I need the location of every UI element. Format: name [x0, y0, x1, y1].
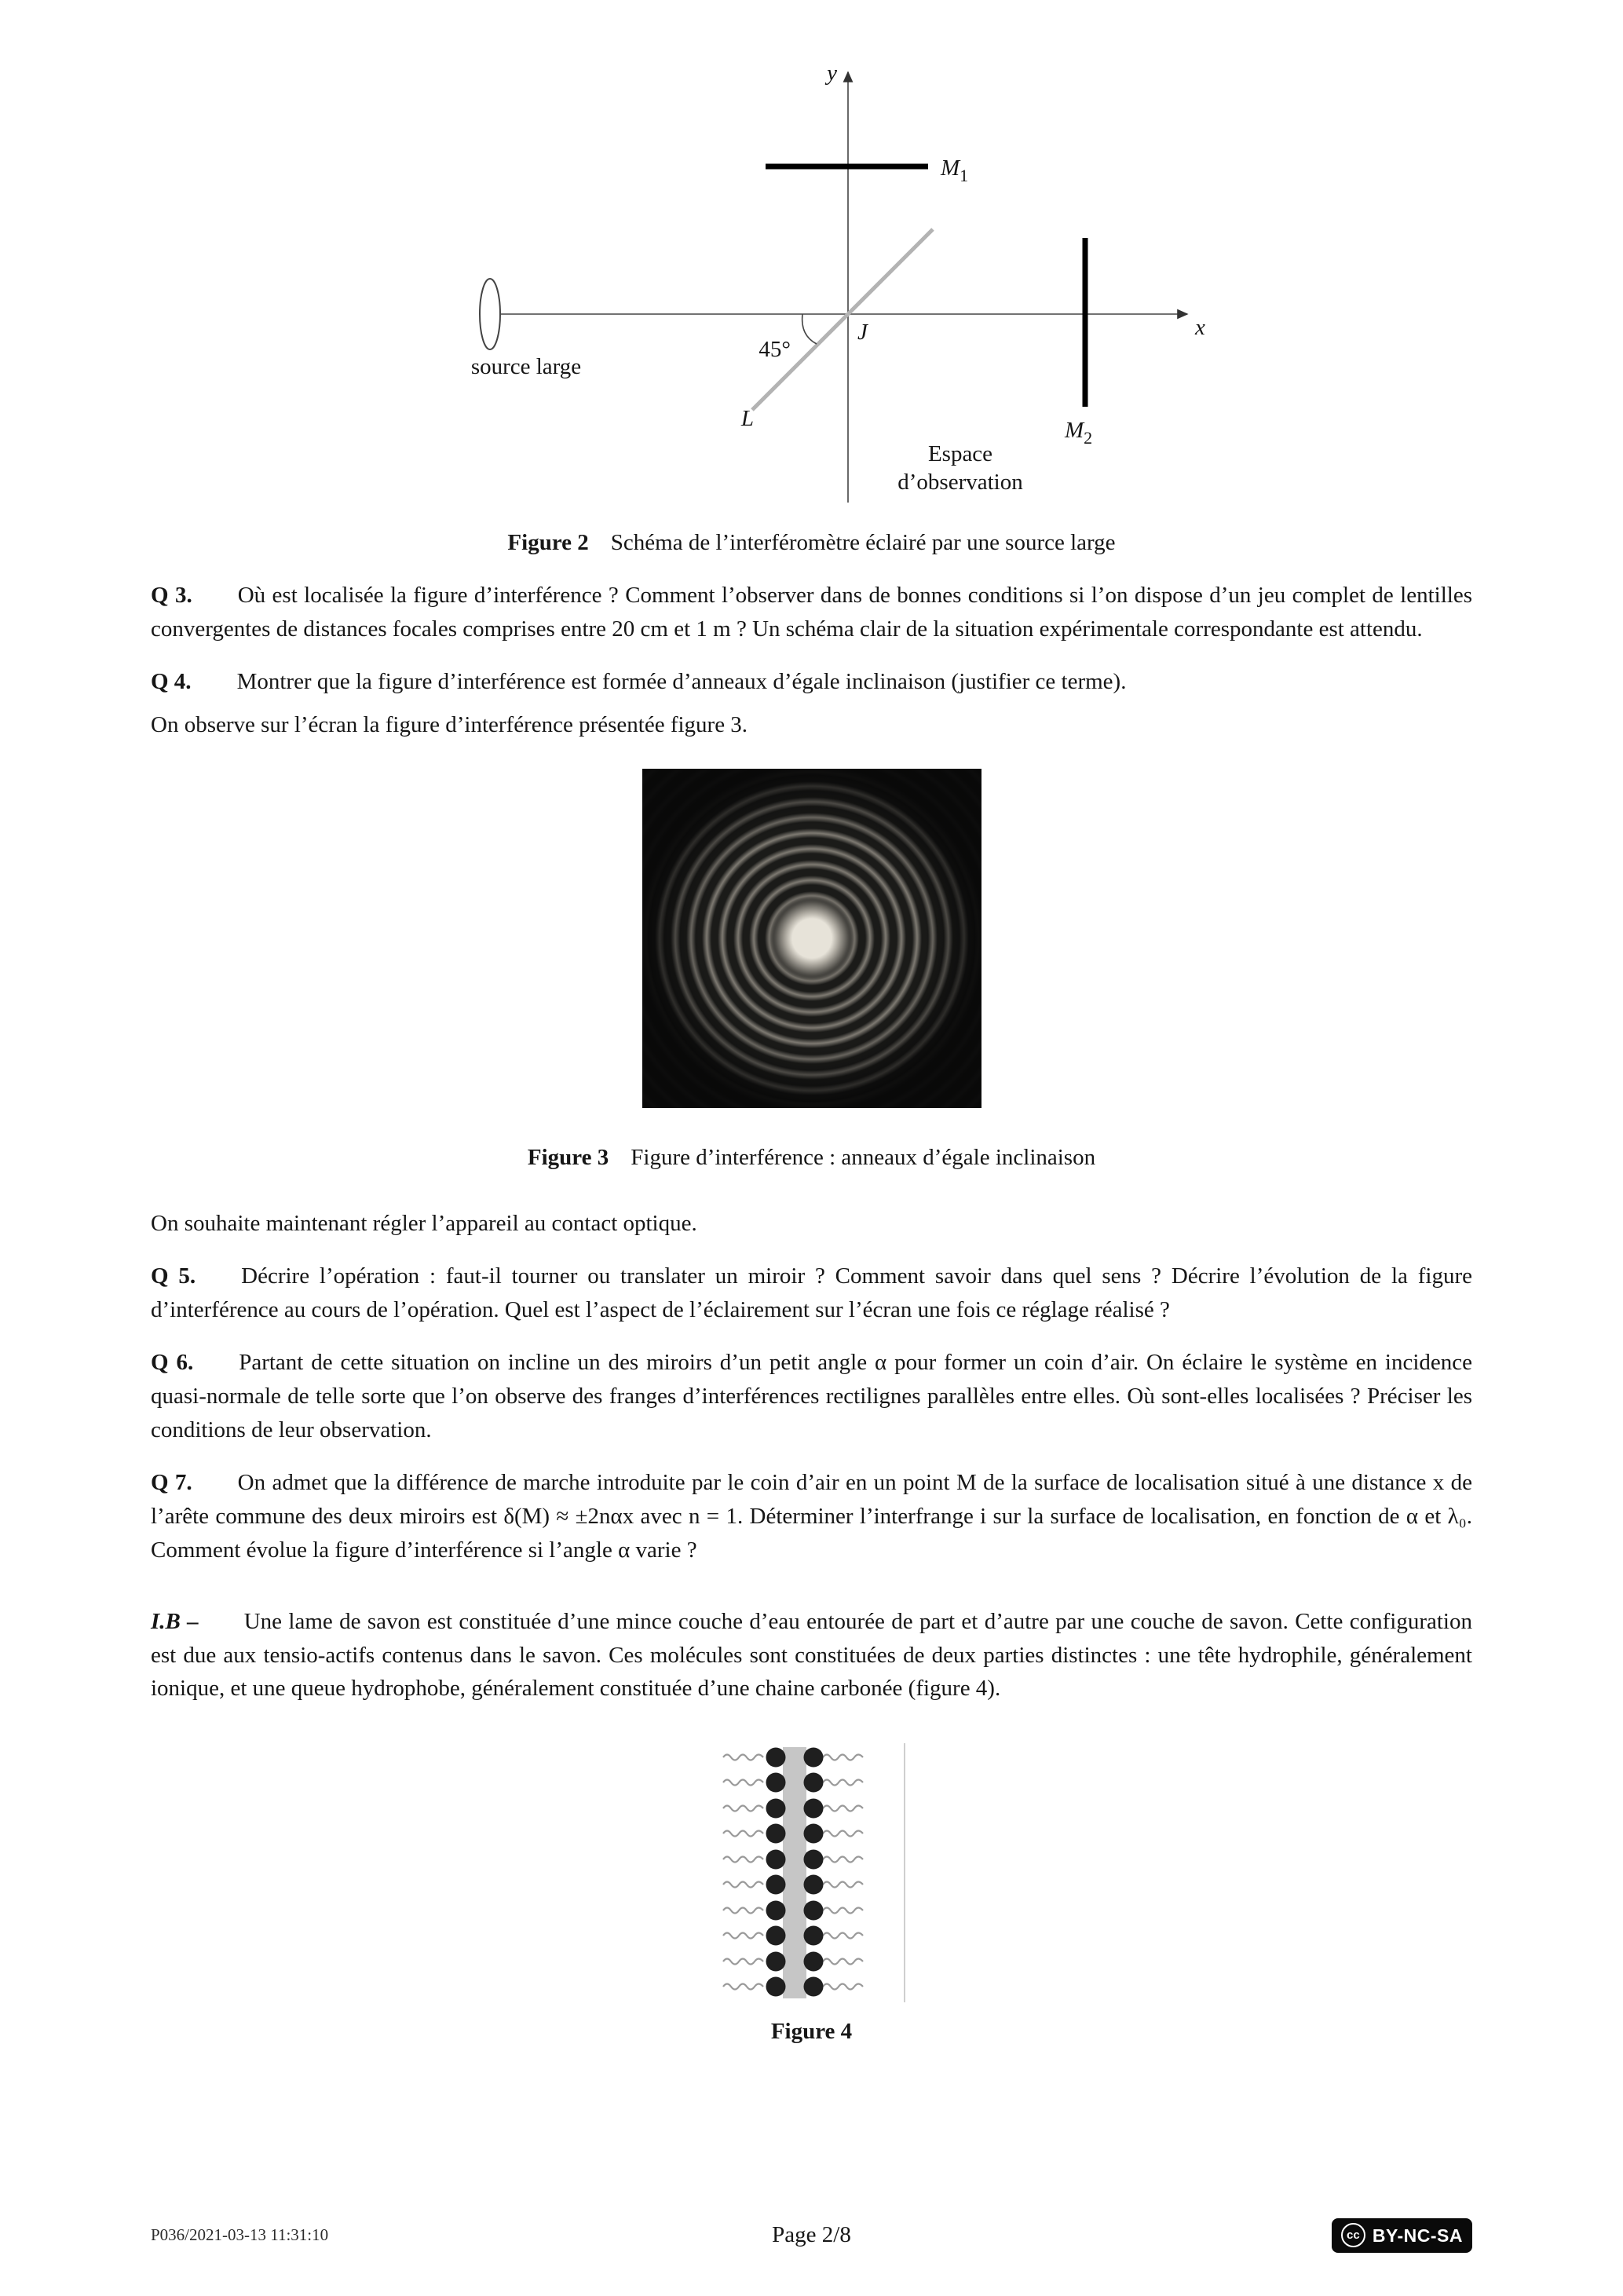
label-y: y	[827, 60, 837, 86]
angle-arc	[802, 314, 817, 344]
label-espace-line1: Espace	[927, 441, 993, 466]
label-l: L	[740, 406, 755, 431]
figure-3-caption-text: Figure d’interférence : anneaux d’égale inclinaison	[631, 1144, 1096, 1170]
contact-sentence: On souhaite maintenant régler l’appareil au contact optique.	[151, 1211, 697, 1237]
footer-doc-id: P036/2021-03-13 11:31:10	[151, 2225, 329, 2244]
label-j: J	[857, 320, 868, 345]
source-lens-ellipse	[480, 279, 500, 349]
cc-license-badge	[1332, 2218, 1472, 2253]
cc-logo-icon: cc	[1341, 2223, 1365, 2247]
question-5-text: Décrire l’opération : faut-il tourner ou translater un miroir ? Comment savoir dans quel sens ? Décrire l’évolution de la figure d’interférence au cours de l’opération. Quel est l’aspect de l’éclairement sur l’écran une fois ce réglage réalisé ?	[151, 1263, 1472, 1323]
section-ib	[151, 1605, 1472, 1706]
figure-3-caption	[151, 1141, 1472, 1175]
question-4-text: Montrer que la figure d’interférence est formée d’anneaux d’égale inclinaison (justifier ce terme).	[236, 668, 1127, 694]
section-ib-text: Une lame de savon est constituée d’une mince couche d’eau entourée de part et d’autre par une couche de savon. Cette configuration est due aux tensio-actifs contenus dans le savon. Ces molécules sont constituées de deux parties distinctes : une tête hydrophile, généralement ionique, et une queue hydrophobe, généralement constituée d’une chaine carbonée (figure 4).	[151, 1608, 1472, 1702]
figure-4-soap-film	[714, 1743, 910, 2002]
label-x: x	[1195, 315, 1205, 340]
figure-4-caption: Figure 4	[770, 2019, 853, 2045]
figure-2-caption-label: Figure 2	[507, 530, 589, 555]
cc-license-text: BY-NC-SA	[1372, 2225, 1463, 2246]
label-m1: $M_1$	[941, 155, 969, 185]
question-6	[151, 1346, 1472, 1447]
interference-rings-image	[642, 769, 981, 1108]
question-3-label: Q 3.	[151, 582, 192, 608]
figure-2-diagram	[440, 55, 1225, 510]
question-4	[151, 665, 1472, 699]
question-7-label: Q 7.	[151, 1469, 192, 1495]
figure-3-caption-label: Figure 3	[527, 1144, 609, 1170]
page-footer	[151, 2217, 1472, 2253]
water-layer	[783, 1747, 806, 1998]
question-3	[151, 579, 1472, 646]
question-6-label: Q 6.	[151, 1350, 194, 1376]
question-3-text: Où est localisée la figure d’interférence ? Comment l’observer dans de bonnes conditions si l’on dispose d’un jeu complet de lentilles convergentes de distances focales comprises entre 20 cm et 1 m ? Un schéma clair de la situation expérimentale correspondante est attendu.	[151, 582, 1472, 642]
label-45deg: 45°	[758, 337, 791, 362]
label-source-large: source large	[470, 354, 582, 379]
label-m2: $M_2$	[1065, 418, 1093, 448]
question-5-label: Q 5.	[151, 1263, 196, 1289]
label-espace-line2: d’observation	[897, 470, 1023, 495]
question-7	[151, 1466, 1472, 1567]
observe-sentence: On observe sur l’écran la figure d’interférence présentée figure 3.	[151, 711, 748, 737]
question-5	[151, 1260, 1472, 1327]
section-ib-label: I.B –	[151, 1608, 199, 1634]
beam-splitter-line	[752, 229, 933, 410]
footer-page-number: Page 2/8	[772, 2221, 851, 2247]
question-6-text: Partant de cette situation on incline un des miroirs d’un petit angle α pour former un coin d’air. On éclaire le système en incidence quasi-normale de telle sorte que l’on observe des franges d’interférences rectilignes parallèles entre elles. Où sont-elles localisées ? Préciser les conditions de leur observation.	[151, 1350, 1473, 1442]
question-7-text: On admet que la différence de marche introduite par le coin d’air en un point M de la surface de localisation situé à une distance x de l’arête commune des deux miroirs est δ(M) ≈ ±2nαx avec n = 1. Déterminer l’interfrange i sur la surface de localisation, en fonction de α et λ₀. Comment évolue la figure d’interférence si l’angle α varie ?	[151, 1469, 1472, 1563]
figure-2-caption	[151, 526, 1472, 560]
figure-2-caption-text: Schéma de l’interféromètre éclairé par une source large	[610, 530, 1116, 555]
question-4-label: Q 4.	[151, 668, 192, 694]
